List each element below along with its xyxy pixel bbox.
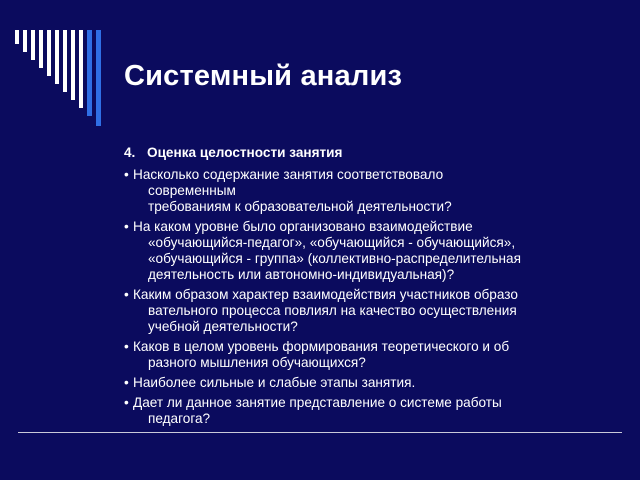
stripe — [79, 30, 83, 108]
bullet-icon: • — [124, 219, 129, 234]
footer-divider — [18, 432, 622, 433]
section-number: 4. — [124, 145, 136, 160]
list-item-line: педагога? — [148, 411, 211, 426]
stripe — [23, 30, 27, 52]
slide-title: Системный анализ — [124, 60, 403, 92]
stripe — [55, 30, 59, 84]
stripe — [15, 30, 19, 44]
list-item-line: современным — [148, 183, 236, 198]
bullet-icon: • — [124, 395, 129, 410]
stripe — [96, 30, 101, 126]
list-item-line: Насколько содержание занятия соответствовало — [133, 167, 444, 182]
list-item-line: «обучающийся-педагог», «обучающийся - обучающийся», — [148, 235, 516, 250]
list-item-line: Наиболее сильные и слабые этапы занятия. — [133, 375, 416, 390]
stripe-group — [15, 30, 101, 126]
decorative-stripes — [0, 0, 110, 130]
stripe — [87, 30, 92, 116]
bullet-icon: • — [124, 375, 129, 390]
list-item-line: деятельность или автономно-индивидуальная)? — [148, 267, 455, 282]
list-item-line: На каком уровне было организовано взаимодействие — [133, 219, 473, 234]
list-item — [124, 395, 604, 427]
stripe — [71, 30, 75, 100]
list-item — [124, 375, 604, 391]
stripe — [63, 30, 67, 92]
list-item — [124, 219, 604, 283]
list-item — [124, 167, 604, 215]
stripe — [31, 30, 35, 60]
list-item-line: Каким образом характер взаимодействия участников образо — [133, 287, 518, 302]
list-item-line: Каков в целом уровень формирования теоретического и об — [133, 339, 510, 354]
stripe — [39, 30, 43, 68]
section-title: Оценка целостности занятия — [147, 145, 343, 160]
stripe — [47, 30, 51, 76]
list-item-line: разного мышления обучающихся? — [148, 355, 366, 370]
bullet-icon: • — [124, 339, 129, 354]
list-item — [124, 287, 604, 335]
list-item — [124, 339, 604, 371]
section-heading — [124, 145, 604, 161]
list-item-line: вательного процесса повлиял на качество осуществления — [148, 303, 517, 318]
list-item-line: требованиям к образовательной деятельности? — [148, 199, 452, 214]
list-item-line: учебной деятельности? — [148, 319, 298, 334]
list-item-line: Дает ли данное занятие представление о системе работы — [133, 395, 502, 410]
bullet-icon: • — [124, 287, 129, 302]
list-item-line: «обучающийся - группа» (коллективно-распределительная — [148, 251, 521, 266]
bullet-icon: • — [124, 167, 129, 182]
slide-content — [124, 145, 604, 431]
